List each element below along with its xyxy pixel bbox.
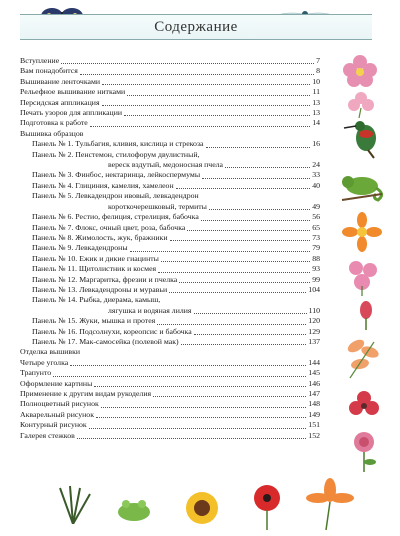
toc-entry — [20, 254, 320, 264]
toc-entry-label: Панель № 2. Пенстемон, стилофорум двулистный, — [32, 149, 200, 159]
toc-entry — [20, 202, 320, 212]
toc-entry-page: 13 — [312, 108, 320, 118]
toc-entry-page: 7 — [316, 56, 320, 65]
toc-entry — [20, 87, 320, 97]
leader-dots — [202, 178, 310, 179]
leader-dots — [157, 324, 306, 325]
toc-entry — [20, 77, 320, 87]
toc-entry-label: Акварельный рисунок — [20, 409, 94, 419]
toc-entry — [20, 420, 320, 430]
toc-entry-page: 33 — [312, 170, 320, 180]
toc-entry — [20, 306, 320, 316]
toc-entry-page: 144 — [308, 357, 320, 367]
toc-entry — [20, 160, 320, 170]
toc-entry — [20, 129, 320, 139]
toc-entry-page: 149 — [308, 409, 320, 419]
toc-entry — [20, 379, 320, 389]
toc-entry-page: 16 — [312, 139, 320, 149]
leader-dots — [94, 386, 306, 387]
frog-illustration — [112, 494, 156, 524]
toc-entry-label: Панель № 3. Финбос, нектаринца, лейкоспермумы — [32, 170, 201, 180]
toc-entry-label: Панель № 8. Жимолость, жук, бражники — [32, 232, 168, 242]
toc-entry-page: 65 — [312, 222, 320, 232]
red-flower-illustration — [344, 386, 384, 426]
leader-dots — [176, 188, 311, 189]
toc-entry-page: 56 — [312, 212, 320, 222]
toc-entry — [20, 295, 320, 305]
toc-entry — [20, 264, 320, 274]
toc-entry-label: Панель № 9. Левкадендроны — [32, 243, 128, 253]
toc-entry-page: 110 — [308, 305, 320, 315]
toc-entry-page: 8 — [316, 66, 320, 76]
toc-entry-label: Полноцветный рисунок — [20, 399, 99, 409]
rose-illustration — [346, 428, 382, 472]
honeysuckle-illustration — [340, 332, 386, 382]
page-title: Содержание — [154, 19, 238, 35]
leader-dots — [206, 147, 311, 148]
chameleon-illustration — [338, 164, 386, 204]
leader-dots — [209, 209, 310, 210]
toc-entry-page: 73 — [312, 232, 320, 242]
leader-dots — [124, 115, 310, 116]
toc-entry — [20, 243, 320, 253]
poppy-illustration — [246, 482, 288, 530]
toc-entry-page: 24 — [312, 160, 320, 170]
leader-dots — [53, 376, 306, 377]
toc-entry-page: 137 — [308, 336, 320, 346]
orange-flower-illustration — [342, 212, 382, 252]
leader-dots — [101, 407, 307, 408]
toc-entry-label: Панель № 13. Левкадендроны и муравьи — [32, 284, 168, 294]
toc-entry-page: 99 — [312, 274, 320, 284]
toc-entry — [20, 358, 320, 368]
toc-entry-label: Отделка вышивки — [20, 347, 81, 357]
toc-entry — [20, 191, 320, 201]
leader-dots — [194, 334, 307, 335]
leader-dots — [61, 63, 314, 64]
leader-dots — [179, 282, 310, 283]
toc-entry — [20, 56, 320, 66]
leader-dots — [102, 105, 311, 106]
leader-dots — [201, 220, 310, 221]
toc-entry-page: 129 — [308, 326, 320, 336]
toc-entry — [20, 327, 320, 337]
toc-entry — [20, 347, 320, 357]
toc-entry — [20, 223, 320, 233]
toc-entry-page: 148 — [308, 399, 320, 409]
toc-entry-label: Панель № 10. Ежик и дикие гиацинты — [32, 253, 159, 263]
toc-entry-page: 93 — [312, 264, 320, 274]
toc-entry-page: 152 — [308, 430, 320, 440]
toc-entry — [20, 368, 320, 378]
pink-flowers-illustration — [342, 256, 384, 296]
toc-entry-label: Контурный рисунок — [20, 420, 87, 430]
toc-entry-label: Панель № 6. Рестио, фелиция, стрелиция, бабочка — [32, 212, 199, 222]
toc-entry-label: Панель № 14. Рыбка, диерама, камыш, — [32, 295, 161, 305]
toc-entry-label: Вышивание ленточками — [20, 76, 101, 86]
leader-dots — [187, 230, 310, 231]
toc-entry — [20, 233, 320, 243]
toc-entry — [20, 285, 320, 295]
leader-dots — [161, 261, 310, 262]
table-of-contents — [20, 56, 320, 441]
leader-dots — [153, 396, 306, 397]
toc-entry-label: Вступление — [20, 56, 60, 65]
leader-dots — [158, 272, 310, 273]
toc-entry — [20, 399, 320, 409]
leader-dots — [70, 365, 306, 366]
leader-dots — [130, 251, 311, 252]
leader-dots — [96, 417, 306, 418]
toc-entry-page: 120 — [308, 316, 320, 326]
leader-dots — [80, 74, 314, 75]
toc-entry — [20, 66, 320, 76]
toc-entry — [20, 337, 320, 347]
leader-dots — [77, 438, 307, 439]
toc-entry-page: 49 — [312, 201, 320, 211]
toc-entry-label: Панель № 17. Мак-самосейка (полевой мак) — [32, 336, 179, 346]
toc-entry — [20, 170, 320, 180]
toc-entry-label: Вышивка образцов — [20, 128, 84, 138]
toc-entry-page: 151 — [308, 420, 320, 430]
toc-entry-label: Панель № 11. Щитолистник и космея — [32, 264, 157, 274]
toc-entry-page: 79 — [312, 243, 320, 253]
leader-dots — [127, 95, 310, 96]
pink-flower-illustration — [340, 52, 380, 88]
toc-entry — [20, 181, 320, 191]
leader-dots — [90, 126, 310, 127]
toc-entry — [20, 108, 320, 118]
toc-entry-label: Панель № 12. Маргаритка, фрезии и пчелка — [32, 274, 178, 284]
toc-entry-label: Панель № 5. Левкадендрон ивовый, левкадендрон — [32, 191, 199, 201]
leader-dots — [194, 313, 307, 314]
toc-entry-page: 13 — [312, 97, 320, 107]
toc-entry — [20, 98, 320, 108]
leader-dots — [89, 428, 307, 429]
sunbird-illustration — [340, 116, 386, 160]
toc-entry-label: вереск вздутый, медоносная пчела — [108, 160, 224, 170]
grass-illustration — [50, 484, 96, 524]
toc-entry-page: 40 — [312, 180, 320, 190]
title-bar — [20, 14, 372, 40]
toc-entry — [20, 139, 320, 149]
toc-entry-page: 14 — [312, 118, 320, 128]
toc-entry-label: Галерея стежков — [20, 430, 75, 440]
toc-entry-page: 10 — [312, 76, 320, 86]
toc-entry-label: Печать узоров для аппликации — [20, 108, 123, 118]
toc-entry-page: 88 — [312, 253, 320, 263]
toc-entry-label: Панель № 16. Подсолнухи, кореопсис и бабочка — [32, 326, 192, 336]
toc-entry-label: Персидская аппликация — [20, 97, 100, 107]
toc-entry-label: Панель № 1. Тульбагия, кливия, кислица и стрекоза — [32, 139, 204, 149]
toc-entry-label: Применение к другим видам рукоделия — [20, 389, 152, 398]
toc-entry — [20, 316, 320, 326]
lily-illustration — [300, 476, 360, 530]
toc-entry-label: короткочерешковый, термиты — [108, 201, 207, 211]
toc-entry-label: лягушка и водяная лилия — [108, 305, 192, 315]
pink-blossom-illustration — [345, 88, 377, 118]
toc-entry-label: Трапунто — [20, 368, 52, 378]
leader-dots — [170, 240, 311, 241]
toc-entry-label: Четыре уголка — [20, 357, 69, 367]
toc-entry-label: Вам понадобится — [20, 66, 78, 76]
toc-entry-label: Панель № 7. Флокс, очный цвет, роза, бабочка — [32, 222, 186, 232]
sunflower-illustration — [180, 486, 224, 530]
toc-entry — [20, 275, 320, 285]
leader-dots — [181, 344, 307, 345]
toc-entry-page: 104 — [308, 284, 320, 294]
toc-entry — [20, 410, 320, 420]
leader-dots — [169, 292, 306, 293]
toc-entry-label: Панель № 4. Глициния, камелия, хамелеон — [32, 180, 174, 190]
leader-dots — [102, 84, 310, 85]
toc-entry — [20, 212, 320, 222]
toc-entry-page: 145 — [308, 368, 320, 378]
toc-entry-label: Подготовка к работе — [20, 118, 88, 128]
toc-entry-page: 146 — [308, 378, 320, 388]
leader-dots — [225, 167, 310, 168]
toc-entry — [20, 389, 320, 399]
toc-entry — [20, 150, 320, 160]
toc-entry-label: Оформление картины — [20, 378, 93, 388]
toc-entry — [20, 431, 320, 441]
toc-entry — [20, 118, 320, 128]
bud-illustration — [352, 300, 380, 330]
toc-entry-page: 147 — [308, 389, 320, 398]
toc-entry-label: Панель № 15. Жуки, мышка и протея — [32, 316, 156, 326]
toc-entry-page: 11 — [312, 87, 320, 97]
toc-entry-label: Рельефное вышивание нитками — [20, 87, 126, 97]
